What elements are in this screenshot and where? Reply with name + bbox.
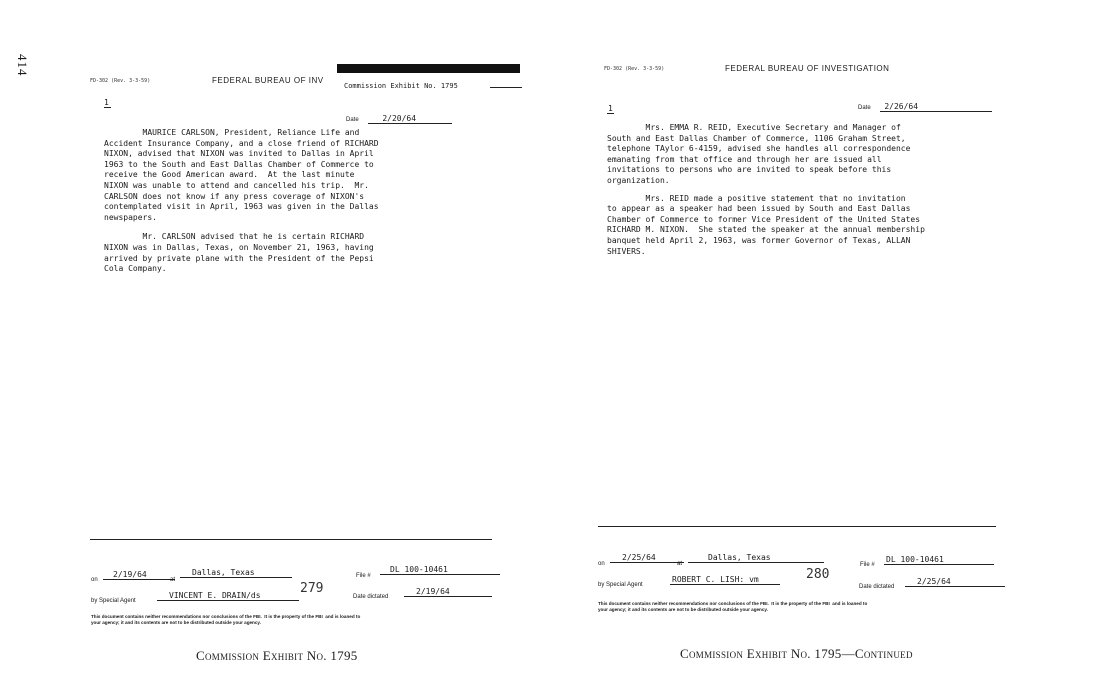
agent-label: by Special Agent	[91, 598, 136, 604]
footer-divider	[598, 526, 996, 527]
footer-divider	[90, 539, 492, 540]
paragraph: Mrs. EMMA R. REID, Executive Secretary and Manager of South and East Dallas Chamber of Commerce, 1106 Graham Street, telephone TAylor 6-4159, advised she handles all correspondence emanating from that office and through her are issued all invitations to persons who are invited to speak before this organization.	[607, 123, 911, 185]
dictated-label: Date dictated	[859, 584, 895, 590]
agency-header: FEDERAL BUREAU OF INV	[212, 76, 324, 85]
date-line	[346, 106, 452, 125]
handwritten-number: 280	[806, 567, 830, 582]
paragraph: Mrs. REID made a positive statement that no invitation to appear as a speaker had been issued by South and East Dallas Chamber of Commerce to former Vice President of the United States RICHARD M. NIXON. She stated the speaker at the annual membership banquet held April 2, 1963, was former Governor of Texas, ALLAN SHIVERS.	[607, 193, 925, 256]
file-number: DL 100-10461	[380, 565, 500, 575]
interview-place: Dallas, Texas	[688, 553, 824, 563]
at-label: at	[170, 577, 176, 583]
file-label: File #	[356, 573, 371, 579]
exhibit-stamp: Commission Exhibit No. 1795	[344, 82, 458, 90]
at-label: at	[677, 561, 683, 567]
paragraph: Mr. CARLSON advised that he is certain RICHARD NIXON was in Dallas, Texas, on November 21, 1963, having arrived by private plane with the President of the Pepsi Cola Company.	[104, 232, 374, 274]
interview-date: 2/25/64	[610, 553, 684, 563]
date-dictated: 2/25/64	[905, 577, 1005, 587]
date-line	[858, 94, 992, 113]
exhibit-caption	[196, 648, 358, 664]
dictated-label: Date dictated	[353, 594, 389, 600]
page-index-rule	[104, 107, 111, 108]
form-number: FD-302 (Rev. 3-3-59)	[90, 78, 151, 84]
body-text	[104, 128, 379, 275]
body-text	[607, 123, 925, 257]
date-value: 2/20/64	[368, 114, 452, 124]
interview-place: Dallas, Texas	[180, 568, 292, 578]
date-label: Date	[858, 105, 871, 111]
caption-text: Commission Exhibit No. 1795—Continued	[680, 646, 913, 661]
disclaimer: This document contains neither recommendations nor conclusions of the FBI. It is the property of the FBI and is loaned to your agency; it and its contents are not to be distributed outside your agency.	[91, 614, 361, 625]
caption-text: Commission Exhibit No. 1795	[196, 648, 358, 663]
page-index-rule	[607, 113, 614, 114]
on-label: on	[598, 561, 605, 567]
interview-date: 2/19/64	[103, 570, 175, 580]
form-number: FD-302 (Rev. 3-3-59)	[604, 66, 665, 72]
page-index: 1	[104, 98, 109, 107]
page-index: 1	[608, 104, 613, 113]
special-agent: ROBERT C. LISH: vm	[670, 575, 780, 585]
exhibit-caption	[680, 646, 913, 662]
handwritten-number: 279	[300, 581, 324, 596]
file-label: File #	[860, 562, 875, 568]
date-value: 2/26/64	[880, 102, 992, 112]
date-label: Date	[346, 117, 359, 123]
agency-header: FEDERAL BUREAU OF INVESTIGATION	[725, 64, 890, 73]
header-rule	[490, 87, 522, 88]
redaction-bar	[337, 64, 520, 73]
paragraph: MAURICE CARLSON, President, Reliance Life and Accident Insurance Company, and a close friend of RICHARD NIXON, advised that NIXON was invited to Dallas in April 1963 to the South and East Dallas Chamber of Commerce to receive the Good American award. At the last minute NIXON was unable to attend and cancelled his trip. Mr. CARLSON does not know if any press coverage of NIXON's contemplated visit in April, 1963 was given in the Dallas newspapers.	[104, 128, 379, 222]
on-label: on	[91, 577, 98, 583]
disclaimer: This document contains neither recommendations nor conclusions of the FBI. It is the property of the FBI and is loaned to your agency; it and its contents are not to be distributed outside your agency.	[598, 601, 868, 612]
date-dictated: 2/19/64	[404, 587, 492, 597]
special-agent: VINCENT E. DRAIN/ds	[157, 591, 299, 601]
page-number: 414	[15, 54, 30, 77]
agent-label: by Special Agent	[598, 582, 643, 588]
file-number: DL 100-10461	[884, 555, 994, 565]
